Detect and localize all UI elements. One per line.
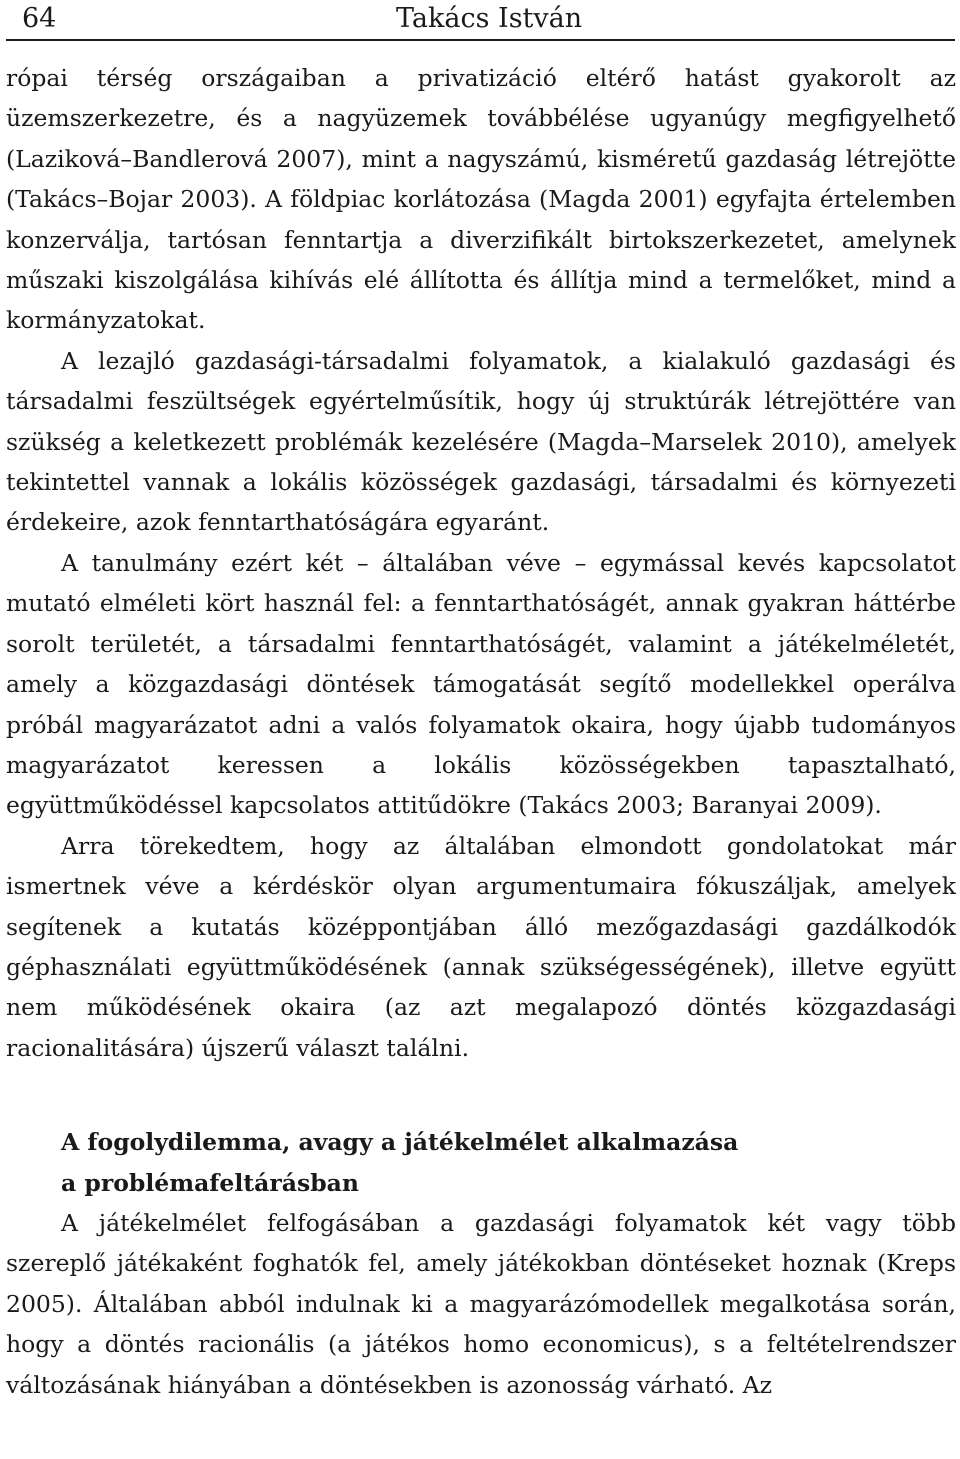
page-number: 64 xyxy=(22,3,57,34)
running-head: Takács István xyxy=(396,3,583,34)
paragraph-social-tensions: A lezajló gazdasági-társadalmi folyamatok, a kialakuló gazdasági és társadalmi feszültségek egyértelműsítik, hogy új struktúrák létrejöttére van szükség a keletkezett problémák kezelésére (Magda–Marselek 2010), amelyek tekintettel vannak a lokális közösségek gazdasági, társadalmi és környezeti érdekeire, azok fenntarthatóságára egyaránt. xyxy=(6,346,956,537)
header-rule xyxy=(6,39,955,41)
section-heading xyxy=(6,1122,956,1203)
page-header xyxy=(6,0,956,38)
paragraph-author-aim: Arra törekedtem, hogy az általában elmondott gondolatokat már ismertnek véve a kérdéskör olyan argumentumaira fókuszáljak, amelyek segítenek a kutatás középpontjában álló mezőgazdasági gazdálkodók géphasználati együttműködésének (annak szükségességének), illetve együtt nem működésének okaira (az azt megalapozó döntés közgazdasági racionalitására) újszerű választ találni. xyxy=(6,831,956,1062)
paragraph-game-theory: A játékelmélet felfogásában a gazdasági folyamatok két vagy több szereplő játékaként foghatók fel, amely játékokban döntéseket hoznak (Kreps 2005). Általában abból indulnak ki a magyarázómodellek megalkotása során, hogy a döntés racionális (a játékos homo economicus), s a feltételrendszer változásának hiányában a döntésekben is azonosság várható. Az xyxy=(6,1208,956,1399)
section-heading-line-1: A fogolydilemma, avagy a játékelmélet alkalmazása xyxy=(61,1128,739,1157)
body-text xyxy=(6,58,956,1405)
section-heading-line-2: a problémafeltárásban xyxy=(61,1168,359,1197)
paragraph-continuation: rópai térség országaiban a privatizáció eltérő hatást gyakorolt az üzemszerkezetre, és a nagyüzemek továbbélése ugyanúgy megfigyelhető (Laziková–Bandlerová 2007), mint a nagyszámú, kisméretű gazdaság létrejötte (Takács–Bojar 2003). A földpiac korlátozása (Magda 2001) egyfajta értelemben konzerválja, tartósan fenntartja a diverzifikált birtokszerkezetet, amelynek műszaki kiszolgálása kihívás elé állította és állítja mind a termelőket, mind a kormányzatokat. xyxy=(6,64,956,335)
paragraph-study-scope: A tanulmány ezért két – általában véve – egymással kevés kapcsolatot mutató elméleti kört használ fel: a fenntarthatóságét, annak gyakran háttérbe sorolt területét, a társadalmi fenntarthatóságét, valamint a játékelméletét, amely a közgazdasági döntések támogatását segítő modellekkel operálva próbál magyarázatot adni a valós folyamatok okaira, hogy újabb tudományos magyarázatot keressen a lokális közösségekben tapasztalható, együttműködéssel kapcsolatos attitűdökre (Takács 2003; Baranyai 2009). xyxy=(6,548,956,820)
